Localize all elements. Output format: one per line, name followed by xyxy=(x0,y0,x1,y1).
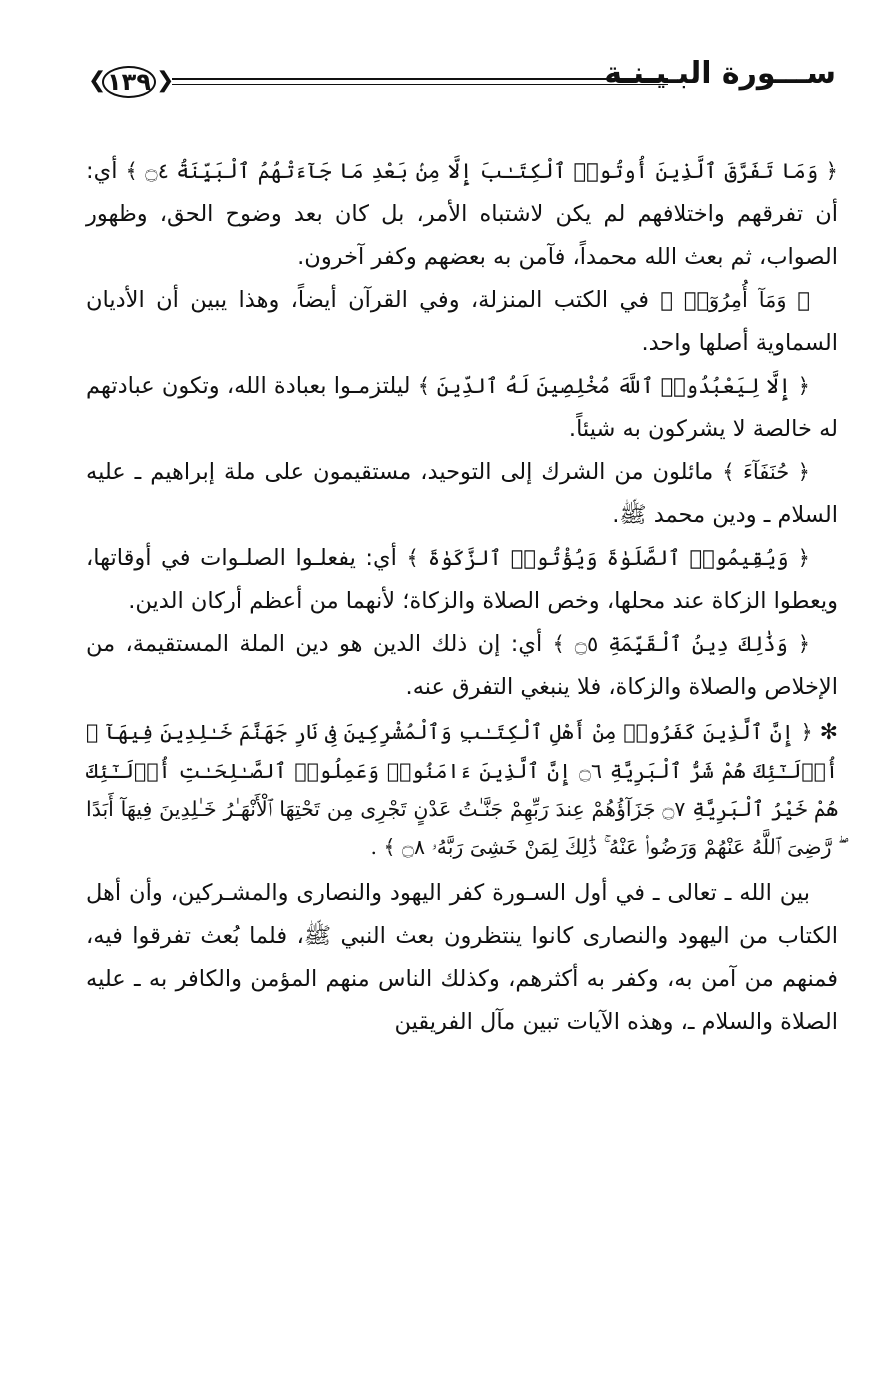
quran-quote: ﴿ إِلَّا لِيَعْبُدُوا۟ ٱللَّهَ مُخْلِصِينَ لَهُ ٱلدِّينَ ﴾ xyxy=(417,374,810,398)
commentary: في الكتب المنزلة، وفي القرآن أيضاً، وهذا يبين أن الأديان السماوية أصلها واحد. xyxy=(86,287,838,356)
closing-paragraph: بين الله ـ تعالى ـ في أول السـورة كفر اليهود والنصارى والمشـركين، وأن أهل الكتاب من اليهود والنصارى كانوا ينتظرون بعث النبي ﷺ، فلما بُعث تفرقوا فيه، فمنهم من آمن به، وكفر به أكثرهم، وكذلك الناس منهم المؤمن والكافر به ـ عليه الصلاة والسلام ـ، وهذه الآيات تبين مآل الفريقين xyxy=(86,880,838,1035)
header-rule-thin xyxy=(172,84,668,85)
page-header xyxy=(88,52,836,122)
commentary: ليلتزمـوا بعبادة الله، وتكون عبادتهم له خالصة لا يشركون به شيئاً. xyxy=(86,373,838,442)
paragraph-3 xyxy=(86,365,838,451)
paragraph-2 xyxy=(86,279,838,365)
commentary: مائلون من الشرك إلى التوحيد، مستقيمون على ملة إبراهيم ـ عليه السلام ـ ودين محمد ﷺ. xyxy=(86,459,838,528)
ornament-left-icon: ❮ xyxy=(88,68,107,93)
paragraph-5 xyxy=(86,537,838,623)
commentary: أي: إن ذلك الدين هو دين الملة المستقيمة، من الإخلاص والصلاة والزكاة، فلا ينبغي التفرق عنه. xyxy=(86,631,838,700)
ornament-right-icon: ❯ xyxy=(156,68,175,93)
page-number: ١٣٩ xyxy=(107,68,151,96)
quran-quote: ﴿ وَيُقِيمُوا۟ ٱلصَّلَوٰةَ وَيُؤْتُوا۟ ٱلزَّكَوٰةَ ﴾ xyxy=(406,546,810,570)
star-icon: ✻ xyxy=(819,720,838,745)
page-body xyxy=(86,150,838,1044)
surah-title: ســـورة البـيـنـة xyxy=(604,56,836,91)
header-rule xyxy=(172,78,668,80)
quran-quote: ﴿ وَذَٰلِكَ دِينُ ٱلْقَيِّمَةِ ۝٥ ﴾ xyxy=(552,632,811,656)
paragraph-6 xyxy=(86,623,838,709)
quran-quote: ﴿ وَمَآ أُمِرُوٓا۟ ﴾ xyxy=(660,288,810,312)
commentary: أي: يفعلـوا الصلـوات في أوقاتها، ويعطوا الزكاة عند محلها، وخص الصلاة والزكاة؛ لأنهما من أعظم أركان الدين. xyxy=(86,545,838,614)
paragraph-1 xyxy=(86,150,838,279)
quran-quote: ﴿ وَمَا تَفَرَّقَ ٱلَّذِينَ أُوتُوا۟ ٱلْكِتَـٰبَ إِلَّا مِنۢ بَعْدِ مَا جَآءَتْهُمُ ٱلْبَيِّنَةُ ۝٤ ﴾ xyxy=(125,159,838,183)
paragraph-4 xyxy=(86,451,838,537)
verse-block xyxy=(86,709,838,872)
verse-text: ﴿ إِنَّ ٱلَّذِينَ كَفَرُوا۟ مِنْ أَهْلِ ٱلْكِتَـٰبِ وَٱلْمُشْرِكِينَ فِى نَارِ جَهَنَّمَ خَـٰلِدِينَ فِيهَآ ۚ أُو۟لَـٰٓئِكَ هُمْ شَرُّ ٱلْبَرِيَّةِ ۝٦ إِنَّ ٱلَّذِينَ ءَامَنُوا۟ وَعَمِلُوا۟ ٱلصَّـٰلِحَـٰتِ أُو۟لَـٰٓئِكَ هُمْ خَيْرُ ٱلْبَرِيَّةِ ۝٧ جَزَآؤُهُمْ عِندَ رَبِّهِمْ جَنَّـٰتُ عَدْنٍ تَجْرِى مِن تَحْتِهَا ٱلْأَنْهَـٰرُ خَـٰلِدِينَ فِيهَآ أَبَدًا ۖ رَّضِىَ ٱللَّهُ عَنْهُمْ وَرَضُوا۟ عَنْهُ ۚ ذَٰلِكَ لِمَنْ خَشِىَ رَبَّهُۥ ۝٨ ﴾ . xyxy=(86,720,838,859)
commentary: أي: أن تفرقهم واختلافهم لم يكن لاشتباه الأمر، بل كان بعد وضوح الحق، وظهور الصواب، ثم بعث الله محمداً، فآمن به بعضهم وكفر آخرون. xyxy=(86,158,838,270)
quran-quote: ﴿ حُنَفَآءَ ﴾ xyxy=(722,460,810,484)
